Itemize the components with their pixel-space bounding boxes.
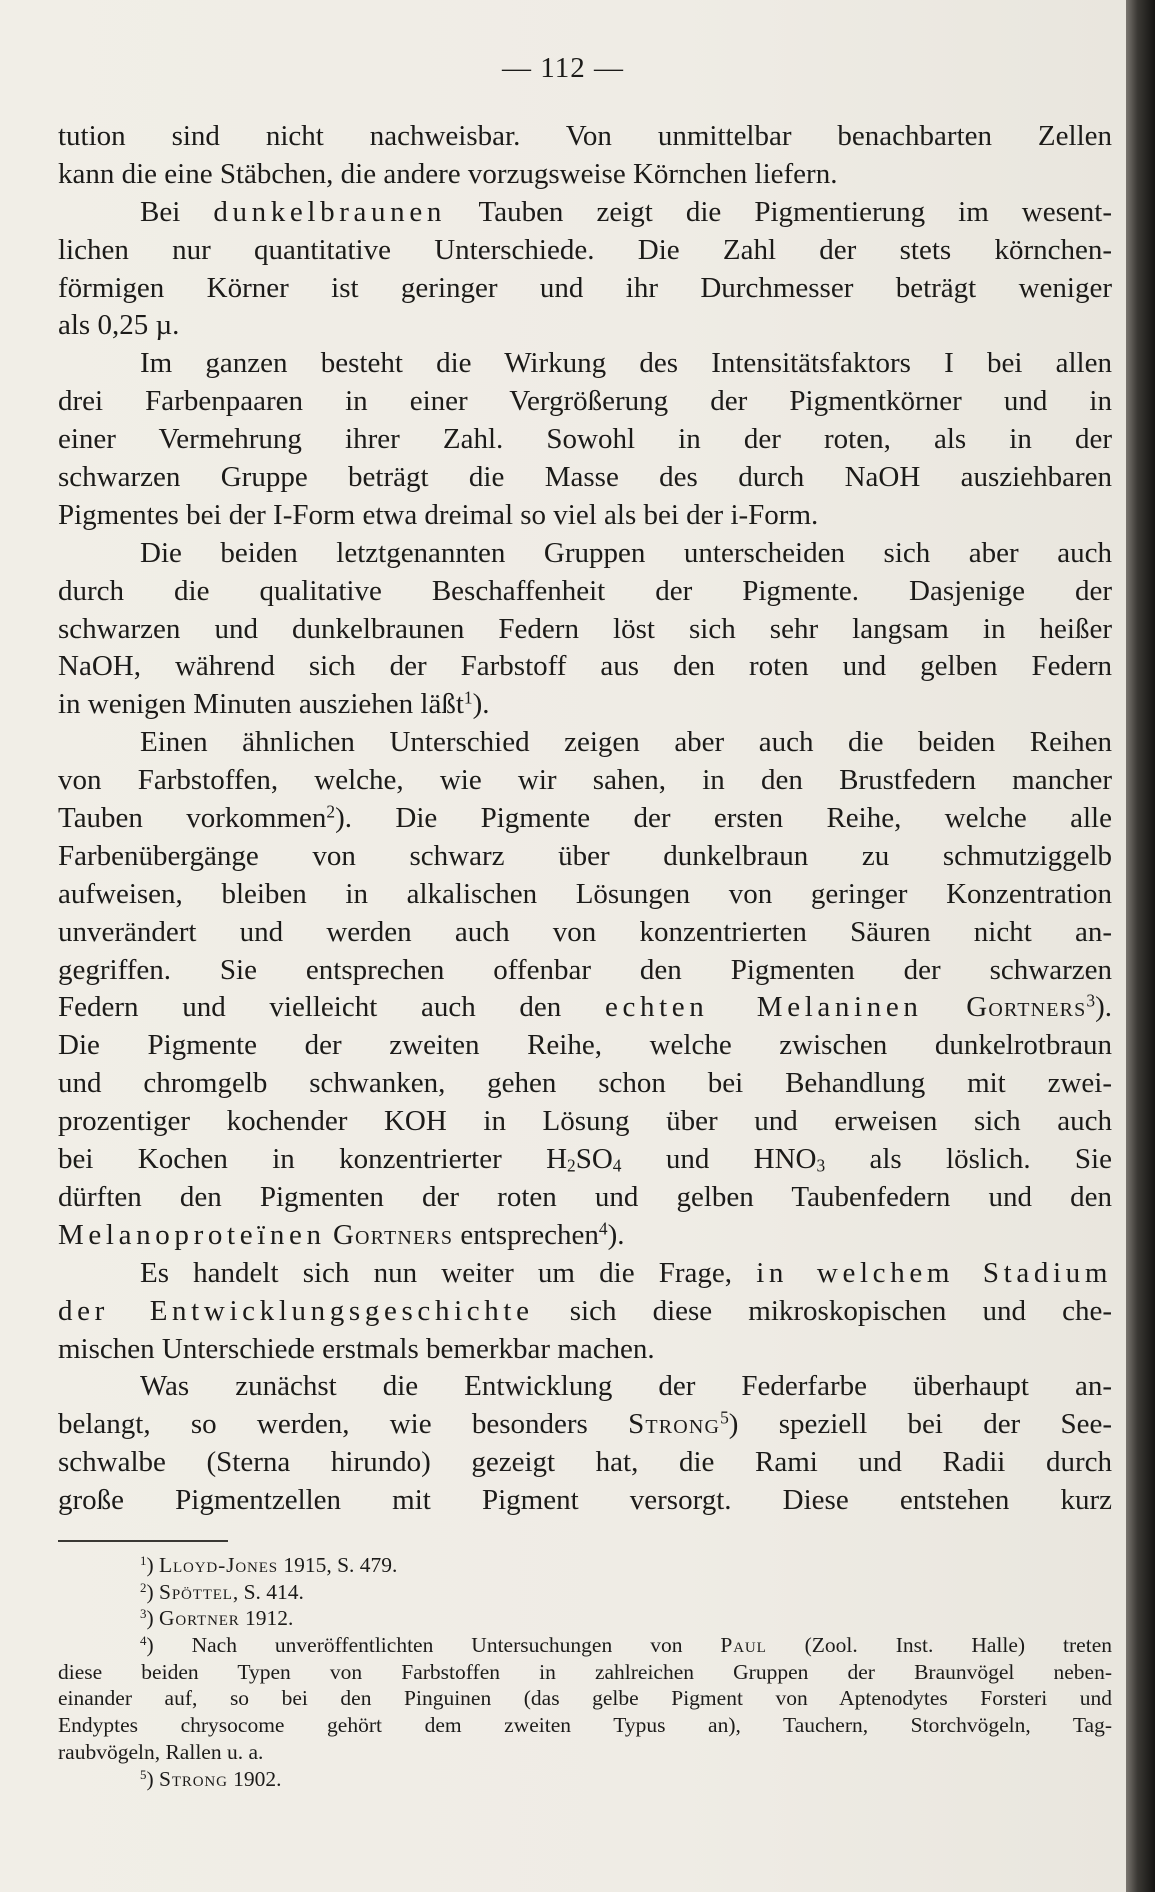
text-line: förmigen Körner ist geringer und ihr Durchmesser beträgt weniger — [58, 271, 1112, 304]
spaced-emphasis: der Entwicklungsgeschichte — [58, 1294, 534, 1327]
footnote-paren: ) — [146, 1606, 159, 1631]
text-line: unverändert und werden auch von konzentrierten Säuren nicht an- — [58, 915, 1112, 948]
text-run: (Zool. Inst. Halle) treten — [766, 1633, 1112, 1658]
footnote-mark: 4 — [140, 1633, 147, 1648]
text-line: schwalbe (Sterna hirundo) gezeigt hat, die Rami und Radii durch — [58, 1446, 1112, 1479]
footnote-line — [58, 1632, 1112, 1659]
footnote-mark: 1 — [140, 1553, 147, 1568]
author-name: Spöttel — [159, 1579, 233, 1604]
text-run: Tauben vorkommen — [58, 802, 327, 835]
text-line: einer Vermehrung ihrer Zahl. Sowohl in der roten, als in der — [58, 423, 1112, 456]
text-run: ). Die Pigmente der ersten Reihe, welche alle — [335, 802, 1112, 835]
text-run: 1912. — [239, 1606, 294, 1631]
footnote-paren: ) — [146, 1553, 159, 1577]
footnote-line: Endyptes chrysocome gehört dem zweiten Typus an), Tauchern, Storchvögeln, Tag- — [58, 1713, 1112, 1738]
footnote-ref: 3 — [1086, 990, 1096, 1011]
footnote-ref: 4 — [598, 1218, 608, 1239]
text-run: in wenigen Minuten ausziehen läßt — [58, 688, 464, 721]
formula-text: und HNO — [621, 1143, 817, 1176]
text-line — [58, 1217, 1112, 1255]
text-run: Es handelt sich nun weiter um die Frage, — [140, 1256, 757, 1289]
spaced-emphasis: Melanoproteïnen — [58, 1218, 326, 1251]
text-line: mischen Unterschiede erstmals bemerkbar machen. — [58, 1332, 655, 1365]
subscript: 2 — [567, 1155, 576, 1176]
text-run: , S. 414. — [232, 1579, 304, 1604]
text-line — [58, 194, 1112, 232]
text-line: große Pigmentzellen mit Pigment versorgt. Diese entstehen kurz — [58, 1484, 1112, 1517]
text-run: sich diese mikroskopischen und che- — [533, 1294, 1113, 1327]
text-run: Tauben zeigt die Pigmentierung im wesent- — [445, 195, 1112, 228]
text-run: 1902. — [227, 1766, 282, 1791]
text-line — [58, 1141, 1112, 1179]
author-name: Gortners — [332, 1218, 454, 1251]
text-run: ) speziell bei der See- — [728, 1408, 1112, 1441]
text-line: Im ganzen besteht die Wirkung des Intensitätsfaktors I bei allen — [140, 347, 1112, 380]
formula-text: als löslich. Sie — [825, 1143, 1112, 1176]
subscript: 3 — [816, 1155, 826, 1176]
footnote-separator — [58, 1540, 228, 1542]
footnote-ref: 1 — [463, 687, 473, 708]
footnotes — [58, 1552, 1112, 1792]
text-line: prozentiger kochender KOH in Lösung über und erweisen sich auch — [58, 1105, 1112, 1138]
author-name: Strong — [628, 1408, 721, 1441]
text-line — [58, 1255, 1112, 1293]
binding-edge — [1126, 0, 1155, 1892]
text-line — [58, 1293, 1112, 1331]
footnote-mark: 3 — [140, 1607, 147, 1622]
text-line: NaOH, während sich der Farbstoff aus den roten und gelben Federn — [58, 650, 1112, 683]
author-name: Gortner — [159, 1606, 240, 1631]
text-run — [326, 1219, 333, 1251]
footnote-line: einander auf, so bei den Pinguinen (das gelbe Pigment von Aptenodytes Forsteri und — [58, 1686, 1112, 1711]
spaced-emphasis: in welchem Stadium — [756, 1256, 1113, 1289]
text-line: aufweisen, bleiben in alkalischen Lösungen von geringer Konzentration — [58, 877, 1112, 910]
text-line: als 0,25 µ. — [58, 309, 180, 342]
text-line: dürften den Pigmenten der roten und gelben Taubenfedern und den — [58, 1180, 1112, 1213]
text-line: drei Farbenpaaren in einer Vergrößerung der Pigmentkörner und in — [58, 385, 1112, 418]
text-line: Einen ähnlichen Unterschied zeigen aber auch die beiden Reihen — [140, 726, 1112, 759]
text-line — [58, 1406, 1112, 1444]
text-line: schwarzen und dunkelbraunen Federn löst sich sehr langsam in heißer — [58, 612, 1112, 645]
footnote-line — [58, 1552, 1112, 1579]
footnote-line — [58, 1605, 1112, 1632]
body-text — [58, 118, 1112, 1520]
text-line — [58, 989, 1112, 1027]
text-run: Bei — [140, 195, 214, 228]
footnote-paren: ) — [146, 1766, 159, 1791]
text-line: kann die eine Stäbchen, die andere vorzugsweise Körnchen liefern. — [58, 157, 838, 190]
text-run: ). — [1095, 991, 1113, 1024]
author-name: Gortners — [966, 991, 1087, 1024]
text-line: durch die qualitative Beschaffenheit der Pigmente. Dasjenige der — [58, 574, 1112, 607]
text-line: Die Pigmente der zweiten Reihe, welche zwischen dunkelrotbraun — [58, 1029, 1112, 1062]
footnote-ref: 5 — [720, 1407, 729, 1428]
footnote-line: raubvögeln, Rallen u. a. — [58, 1739, 264, 1764]
footnote-paren: ) — [146, 1579, 159, 1604]
author-name: Lloyd-Jones — [159, 1553, 278, 1577]
text-run: belangt, so werden, wie besonders — [58, 1408, 629, 1441]
text-line: Pigmentes bei der I-Form etwa dreimal so viel als bei der i-Form. — [58, 498, 819, 531]
author-name: Paul — [720, 1633, 767, 1658]
text-line: gegriffen. Sie entsprechen offenbar den Pigmenten der schwarzen — [58, 953, 1112, 986]
footnote-line — [58, 1766, 1112, 1793]
text-run: Nach unveröffentlichten Untersuchungen von — [191, 1633, 721, 1658]
footnote-line — [58, 1579, 1112, 1606]
text-run: Federn und vielleicht auch den — [58, 991, 605, 1024]
footnote-mark: 5 — [140, 1767, 147, 1782]
text-line — [58, 800, 1112, 838]
text-line: Was zunächst die Entwicklung der Federfarbe überhaupt an- — [140, 1370, 1112, 1403]
author-name: Strong — [159, 1766, 228, 1791]
text-line: tution sind nicht nachweisbar. Von unmittelbar benachbarten Zellen — [58, 120, 1112, 152]
formula-text: SO — [575, 1143, 613, 1176]
page-number: — 112 — — [502, 52, 624, 84]
formula-text: bei Kochen in konzentrierter H — [58, 1143, 568, 1176]
subscript: 4 — [612, 1155, 622, 1176]
text-run: 1915, S. 479. — [277, 1553, 398, 1577]
spaced-emphasis: echten Melaninen — [604, 991, 923, 1024]
spaced-emphasis: dunkelbraunen — [213, 195, 446, 228]
text-line — [58, 686, 1112, 724]
footnote-ref: 2 — [326, 801, 336, 822]
text-run: ). — [472, 688, 490, 721]
footnote-mark: 2 — [140, 1580, 147, 1595]
text-run: ). — [607, 1218, 625, 1251]
text-line: schwarzen Gruppe beträgt die Masse des durch NaOH ausziehbaren — [58, 461, 1112, 494]
text-run — [923, 991, 967, 1023]
text-line: lichen nur quantitative Unterschiede. Die Zahl der stets körnchen- — [58, 233, 1112, 266]
text-run: entsprechen — [453, 1218, 599, 1251]
text-line: und chromgelb schwanken, gehen schon bei Behandlung mit zwei- — [58, 1067, 1112, 1100]
footnote-line: diese beiden Typen von Farbstoffen in zahlreichen Gruppen der Braunvögel neben- — [58, 1659, 1112, 1684]
text-line: Farbenübergänge von schwarz über dunkelbraun zu schmutziggelb — [58, 839, 1112, 872]
text-line: von Farbstoffen, welche, wie wir sahen, in den Brustfedern mancher — [58, 764, 1112, 797]
footnote-paren: ) — [146, 1633, 192, 1658]
text-line: Die beiden letztgenannten Gruppen unterscheiden sich aber auch — [140, 536, 1112, 569]
